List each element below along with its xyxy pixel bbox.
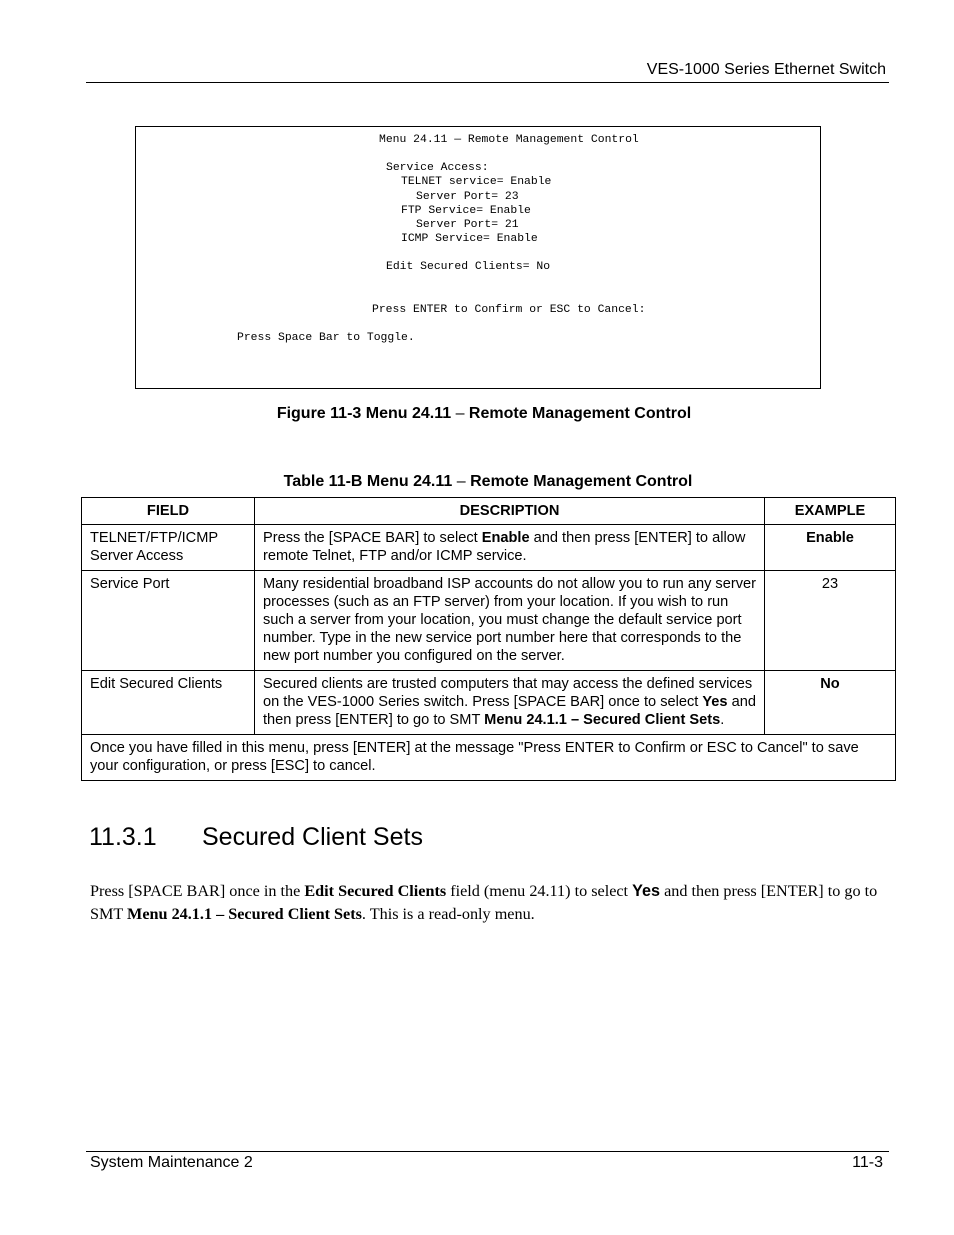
confirm-prompt: Press ENTER to Confirm or ESC to Cancel: [372,304,646,316]
footer-rule [86,1151,889,1152]
para-text: and then press [ENTER] to go to SMT [90,882,878,923]
figure-caption-dash: – [455,405,465,422]
body-paragraph [90,880,890,926]
desc-text: Secured clients are trusted computers that may access the defined services on the VES-1000 Series switch. Press [SPACE BAR] once to select [263,676,753,710]
desc-bold: Yes [702,694,728,710]
para-text: . This is a read-only menu. [361,905,535,923]
menu-field-table [81,497,896,781]
ftp-service-line: FTP Service= Enable [401,205,531,217]
table-caption [0,473,954,491]
field-cell: Service Port [82,571,255,671]
field-cell: TELNET/FTP/ICMP Server Access [82,525,255,571]
para-text: Press [SPACE BAR] once in the [90,882,305,900]
figure-caption-prefix: Figure 11-3 Menu 24.11 [276,405,452,422]
para-text: field (menu 24.11) to select [446,882,633,900]
table-caption-prefix: Table 11-B Menu 24.11 [283,473,453,490]
para-bold-sans: Yes [632,882,661,900]
section-title: Secured Client Sets [202,823,423,851]
icmp-service-line: ICMP Service= Enable [401,233,538,245]
field-cell: Edit Secured Clients [82,671,255,735]
table-note-row [82,735,896,781]
terminal-screen [135,126,821,389]
example-cell: 23 [765,571,896,671]
running-header: VES-1000 Series Ethernet Switch [646,61,886,78]
description-cell [255,525,765,571]
desc-text: and then press [ENTER] to go to SMT [263,694,756,728]
desc-bold: Enable [481,530,530,546]
footer-chapter: System Maintenance 2 [90,1154,253,1171]
para-bold: Edit Secured Clients [304,882,447,900]
table-note: Once you have filled in this menu, press [ENTER] at the message "Press ENTER to Confirm or ESC to Cancel" to save your configuration, or press [ESC] to cancel. [82,735,896,781]
table-caption-dash: – [456,473,466,490]
desc-text: . [720,712,725,728]
header-description: DESCRIPTION [255,498,765,525]
table-row [82,671,896,735]
header-example: EXAMPLE [765,498,896,525]
example-cell [765,525,896,571]
figure-caption [0,405,954,423]
example-value: Enable [806,530,854,546]
description-cell: Many residential broadband ISP accounts do not allow you to run any server processes (such as an FTP server) from your location. If you wish to run such a server from your location, you must change the default service port number. Type in the new service port number here that corresponds to the new port number you configured on the server. [255,571,765,671]
para-bold: Menu 24.1.1 – Secured Client Sets [127,905,362,923]
example-cell [765,671,896,735]
ftp-port-line: Server Port= 21 [416,219,519,231]
header-field: FIELD [82,498,255,525]
section-number: 11.3.1 [89,823,157,851]
table-caption-suffix: Remote Management Control [470,473,693,490]
desc-text: Press the [SPACE BAR] to select [263,530,482,546]
description-cell [255,671,765,735]
menu-title: Menu 24.11 — Remote Management Control [379,134,639,146]
table-row [82,571,896,671]
telnet-service-line: TELNET service= Enable [401,176,552,188]
service-access-label: Service Access: [386,162,489,174]
header-rule [86,82,889,83]
desc-text: and then press [ENTER] to allow remote Telnet, FTP and/or ICMP service. [263,530,746,564]
table-header-row [82,498,896,525]
edit-secured-clients-line: Edit Secured Clients= No [386,261,551,273]
example-value: No [820,676,840,692]
page-number: 11-3 [852,1154,883,1171]
telnet-port-line: Server Port= 23 [416,191,519,203]
table-row [82,525,896,571]
toggle-hint: Press Space Bar to Toggle. [237,332,415,344]
desc-bold: Menu 24.1.1 – Secured Client Sets [484,712,721,728]
figure-caption-suffix: Remote Management Control [468,405,692,422]
